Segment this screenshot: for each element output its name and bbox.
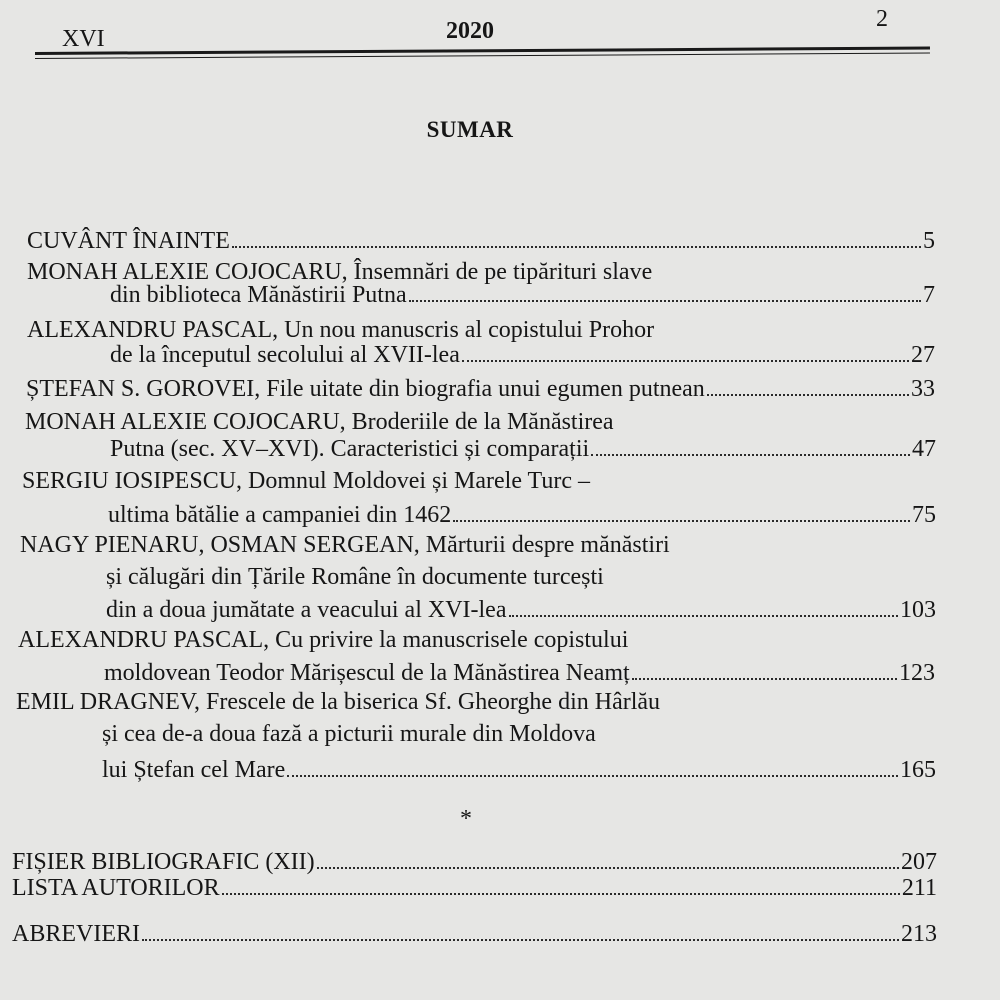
toc-entry-title-cont: din biblioteca Mănăstirii Putna <box>110 282 407 308</box>
toc-entry-cojocaru-broderiile[interactable] <box>110 437 936 461</box>
dot-leader <box>317 867 899 869</box>
toc-entry-title-line[interactable]: EMIL DRAGNEV, Frescele de la biserica Sf. Gheorghe din Hârlău <box>16 689 661 715</box>
dot-leader <box>462 360 909 362</box>
toc-entry-title-line[interactable]: ALEXANDRU PASCAL, Un nou manuscris al copistului Prohor <box>27 317 655 343</box>
toc-entry-pascal-marisescul[interactable] <box>104 661 935 685</box>
toc-entry-page: 103 <box>900 597 936 623</box>
dot-leader <box>287 775 898 777</box>
toc-entry-page: 27 <box>911 342 935 368</box>
toc-entry-lista-autorilor[interactable] <box>12 876 937 900</box>
page-title: SUMAR <box>426 117 514 142</box>
toc-entry-cojocaru-insemnari[interactable] <box>110 283 935 307</box>
toc-entry-title-cont: din a doua jumătate a veacului al XVI-lea <box>106 597 507 623</box>
toc-entry-title-cont: moldovean Teodor Mărișescul de la Mănăstirea Neamț <box>104 660 630 686</box>
toc-entry-title-cont: de la începutul secolului al XVII-lea <box>110 342 460 368</box>
toc-entry-page: 213 <box>901 921 937 947</box>
dot-leader <box>232 246 921 248</box>
dot-leader <box>707 394 909 396</box>
toc-entry-page: 123 <box>899 660 935 686</box>
dot-leader <box>509 615 899 617</box>
toc-entry-pascal-prohor[interactable] <box>110 343 935 367</box>
dot-leader <box>222 893 900 895</box>
toc-entry-fisier-bibliografic[interactable] <box>12 850 937 874</box>
toc-entry-title: CUVÂNT ÎNAINTE <box>27 228 230 254</box>
toc-entry-title-line[interactable]: NAGY PIENARU, OSMAN SERGEAN, Mărturii despre mănăstiri <box>20 532 670 558</box>
toc-entry-page: 7 <box>923 282 935 308</box>
toc-entry-title-cont: ultima bătălie a campaniei din 1462 <box>108 502 452 528</box>
toc-entry-page: 75 <box>912 502 936 528</box>
toc-entry-title-cont[interactable]: și cea de-a doua fază a picturii murale din Moldova <box>102 721 596 747</box>
dot-leader <box>591 454 910 456</box>
toc-entry-title-line[interactable]: ALEXANDRU PASCAL, Cu privire la manuscrisele copistului <box>18 627 629 653</box>
toc-entry-page: 47 <box>912 436 936 462</box>
toc-entry-title-line[interactable]: MONAH ALEXIE COJOCARU, Însemnări de pe tipărituri slave <box>27 259 653 285</box>
toc-entry-page: 33 <box>911 376 935 402</box>
dot-leader <box>632 678 897 680</box>
dot-leader <box>453 520 910 522</box>
toc-entry-page: 165 <box>900 757 936 783</box>
toc-entry-title: ABREVIERI <box>12 921 140 947</box>
toc-entry-page: 207 <box>901 849 937 875</box>
toc-entry-cuvant-inainte[interactable] <box>27 229 935 253</box>
toc-entry-pienaru-sergean[interactable] <box>106 598 936 622</box>
year: 2020 <box>446 18 494 44</box>
toc-entry-page: 5 <box>923 228 935 254</box>
toc-entry-title: ȘTEFAN S. GOROVEI, File uitate din biografia unui egumen putnean <box>26 376 705 402</box>
toc-entry-title: LISTA AUTORILOR <box>12 875 220 901</box>
toc-entry-page: 211 <box>901 875 937 901</box>
toc-entry-title-cont: lui Ștefan cel Mare <box>102 757 286 783</box>
toc-entry-title-line[interactable]: MONAH ALEXIE COJOCARU, Broderiile de la Mănăstirea <box>25 409 614 435</box>
toc-entry-abrevieri[interactable] <box>12 922 937 946</box>
toc-entry-title-cont: Putna (sec. XV–XVI). Caracteristici și comparații <box>110 436 590 462</box>
dot-leader <box>409 300 921 302</box>
toc-entry-title: FIȘIER BIBLIOGRAFIC (XII) <box>12 849 315 875</box>
dot-leader <box>142 939 899 941</box>
toc-entry-title-cont[interactable]: și călugări din Țările Române în documente turcești <box>106 564 604 590</box>
toc-entry-gorovei[interactable] <box>26 377 935 401</box>
section-separator: * <box>460 806 472 832</box>
volume-number: XVI <box>62 26 105 52</box>
page-number: 2 <box>876 6 888 32</box>
toc-entry-iosipescu[interactable] <box>108 503 936 527</box>
toc-entry-dragnev[interactable] <box>102 758 936 782</box>
toc-entry-title-line[interactable]: SERGIU IOSIPESCU, Domnul Moldovei și Marele Turc – <box>22 468 591 494</box>
